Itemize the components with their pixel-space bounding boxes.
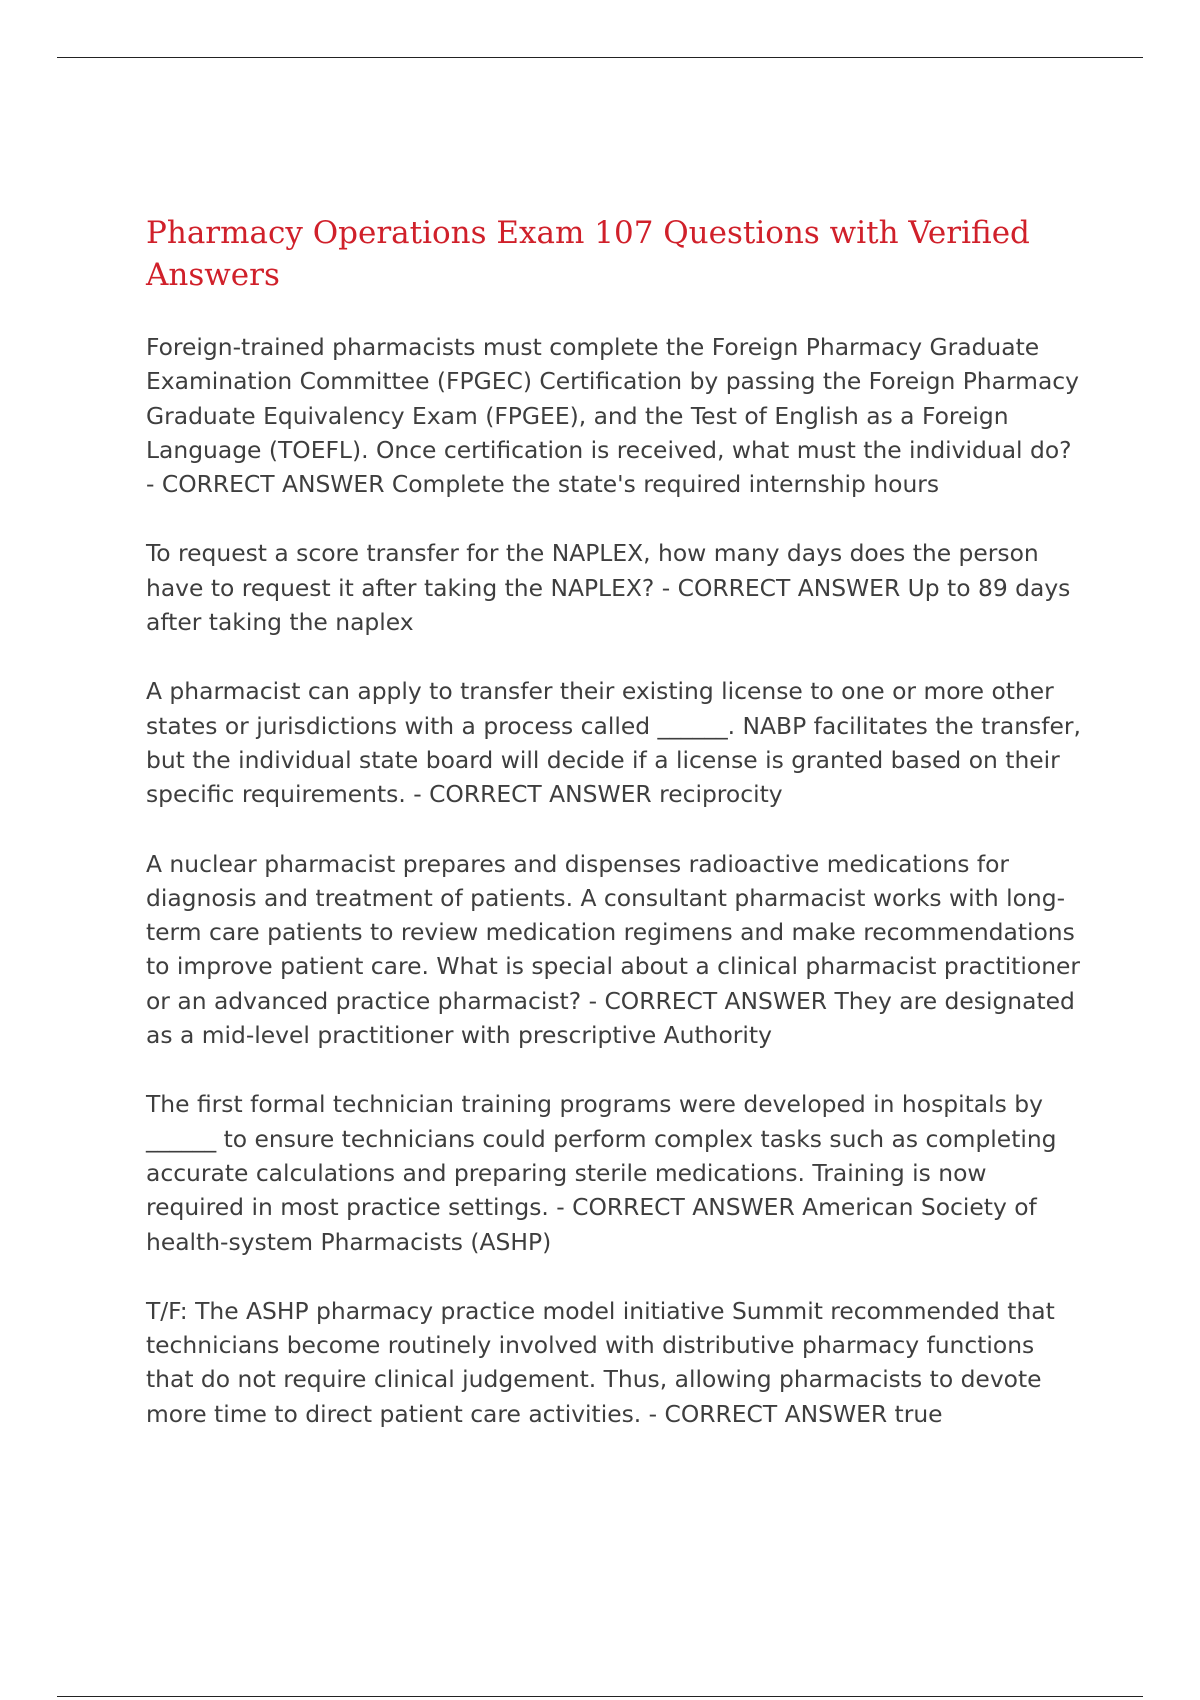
document-body [146,212,1086,1466]
qa-item: A pharmacist can apply to transfer their existing license to one or more other states or jurisdictions with a process called ______. NABP facilitates the transfer, but the individual state board will decide if a license is granted based on their specific requirements. - CORRECT ANSWER reciprocity [146,677,1081,809]
qa-item: To request a score transfer for the NAPLEX, how many days does the person have to request it after taking the NAPLEX? - CORRECT ANSWER Up to 89 days after taking the naplex [146,539,1071,637]
footer-rule [57,1696,1143,1697]
qa-item: T/F: The ASHP pharmacy practice model initiative Summit recommended that technicians become routinely involved with distributive pharmacy functions that do not require clinical judgement. Thus, allowing pharmacists to devote more time to direct patient care activities. - CORRECT ANSWER true [146,1296,1055,1428]
qa-item: The first formal technician training programs were developed in hospitals by ______ to ensure technicians could perform complex tasks such as completing accurate calculations and preparing sterile medications. Training is now required in most practice settings. - CORRECT ANSWER American Society of health-system Pharmacists (ASHP) [146,1090,1057,1256]
header-rule [57,57,1143,58]
qa-item: A nuclear pharmacist prepares and dispenses radioactive medications for diagnosis and treatment of patients. A consultant pharmacist works with long-term care patients to review medication regimens and make recommendations to improve patient care. What is special about a clinical pharmacist practitioner or an advanced practice pharmacist? - CORRECT ANSWER They are designated as a mid-level practitioner with prescriptive Authority [146,849,1081,1050]
qa-item: Foreign-trained pharmacists must complete the Foreign Pharmacy Graduate Examination Committee (FPGEC) Certification by passing the Foreign Pharmacy Graduate Equivalency Exam (FPGEE), and the Test of English as a Foreign Language (TOEFL). Once certification is received, what must the individual do? - CORRECT ANSWER Complete the state's required internship hours [146,333,1079,499]
document-title: Pharmacy Operations Exam 107 Questions with Verified Answers [146,215,1030,293]
